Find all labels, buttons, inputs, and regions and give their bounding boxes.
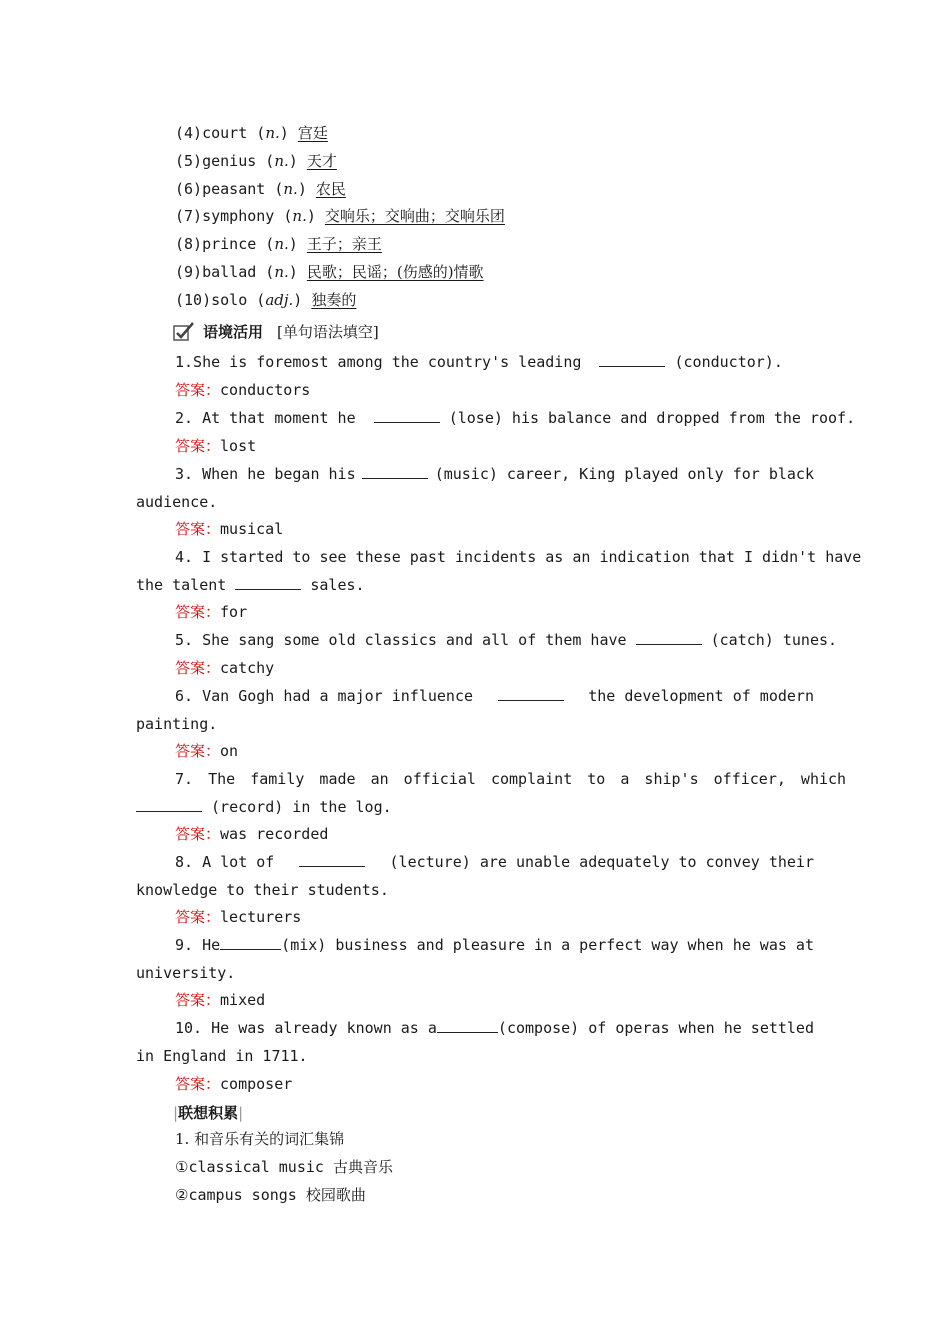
answer-blank (299, 852, 365, 867)
answer-4: 答案：for (175, 603, 248, 621)
answer-blank (136, 797, 202, 812)
vocab-item-peasant: (6)peasant (n.) 农民 (175, 180, 346, 198)
answer-blank (599, 352, 665, 367)
answer-2: 答案：lost (175, 437, 257, 455)
question-3-cont: audience. (136, 493, 218, 511)
answer-1: 答案：conductors (175, 381, 311, 399)
answer-6: 答案：on (175, 742, 239, 760)
question-10: 10. He was already known as a (compose) of operas when he settled (175, 1019, 814, 1037)
answer-9: 答案：mixed (175, 991, 266, 1009)
vocab-item-genius: (5)genius (n.) 天才 (175, 152, 337, 170)
answer-8: 答案：lecturers (175, 908, 302, 926)
section-title: 语境活用 (203, 322, 264, 341)
vocab-item-symphony: (7)symphony (n.) 交响乐；交响曲；交响乐团 (175, 207, 505, 225)
answer-7: 答案：was recorded (175, 825, 329, 843)
vocab-item-ballad: (9)ballad (n.) 民歌；民谣；(伤感的)情歌 (175, 263, 484, 281)
question-6-cont: painting. (136, 715, 218, 733)
question-4-cont: the talent sales. (136, 576, 365, 594)
question-3: 3. When he began his (music) career, King played only for black (175, 465, 814, 483)
association-item-title: 1. 和音乐有关的词汇集锦 (175, 1130, 345, 1148)
association-list-item: ①classical music 古典音乐 (175, 1158, 393, 1176)
answer-blank (498, 686, 564, 701)
question-8: 8. A lot of (lecture) are unable adequately to convey their (175, 853, 814, 871)
answer-blank (374, 408, 440, 423)
vocab-item-prince: (8)prince (n.) 王子；亲王 (175, 235, 382, 253)
vocab-item-court: (4)court (n.) 宫廷 (175, 124, 328, 142)
answer-3: 答案：musical (175, 520, 284, 538)
question-1: 1.She is foremost among the country's leading (conductor). (175, 353, 783, 371)
section-subtitle: [单句语法填空] (277, 322, 379, 341)
answer-blank (235, 575, 301, 590)
question-4: 4. I started to see these past incidents as an indication that I didn't have (175, 548, 862, 566)
question-7: 7. The family made an official complaint to a ship's officer, which (175, 770, 847, 788)
question-2: 2. At that moment he (lose) his balance and dropped from the roof. (175, 409, 856, 427)
vocab-item-solo: (10)solo (adj.) 独奏的 (175, 291, 357, 309)
question-9-cont: university. (136, 964, 236, 982)
association-heading: |联想积累| (173, 1104, 244, 1122)
section-heading (173, 318, 379, 344)
question-7-cont: (record) in the log. (136, 797, 814, 817)
question-6: 6. Van Gogh had a major influence the development of modern (175, 687, 814, 705)
checkmark-pencil-icon (173, 320, 197, 342)
question-8-cont: knowledge to their students. (136, 881, 389, 899)
association-title: 联想积累 (178, 1104, 239, 1122)
answer-blank (636, 630, 702, 645)
answer-blank (437, 1018, 498, 1033)
answer-blank (220, 935, 281, 950)
question-5: 5. She sang some old classics and all of them have (catch) tunes. (175, 631, 838, 649)
answer-10: 答案：composer (175, 1075, 293, 1093)
question-9: 9. He (mix) business and pleasure in a perfect way when he was at (175, 936, 814, 954)
answer-blank (362, 464, 428, 479)
association-list-item: ②campus songs 校园歌曲 (175, 1186, 366, 1204)
answer-5: 答案：catchy (175, 659, 275, 677)
question-10-cont: in England in 1711. (136, 1047, 308, 1065)
